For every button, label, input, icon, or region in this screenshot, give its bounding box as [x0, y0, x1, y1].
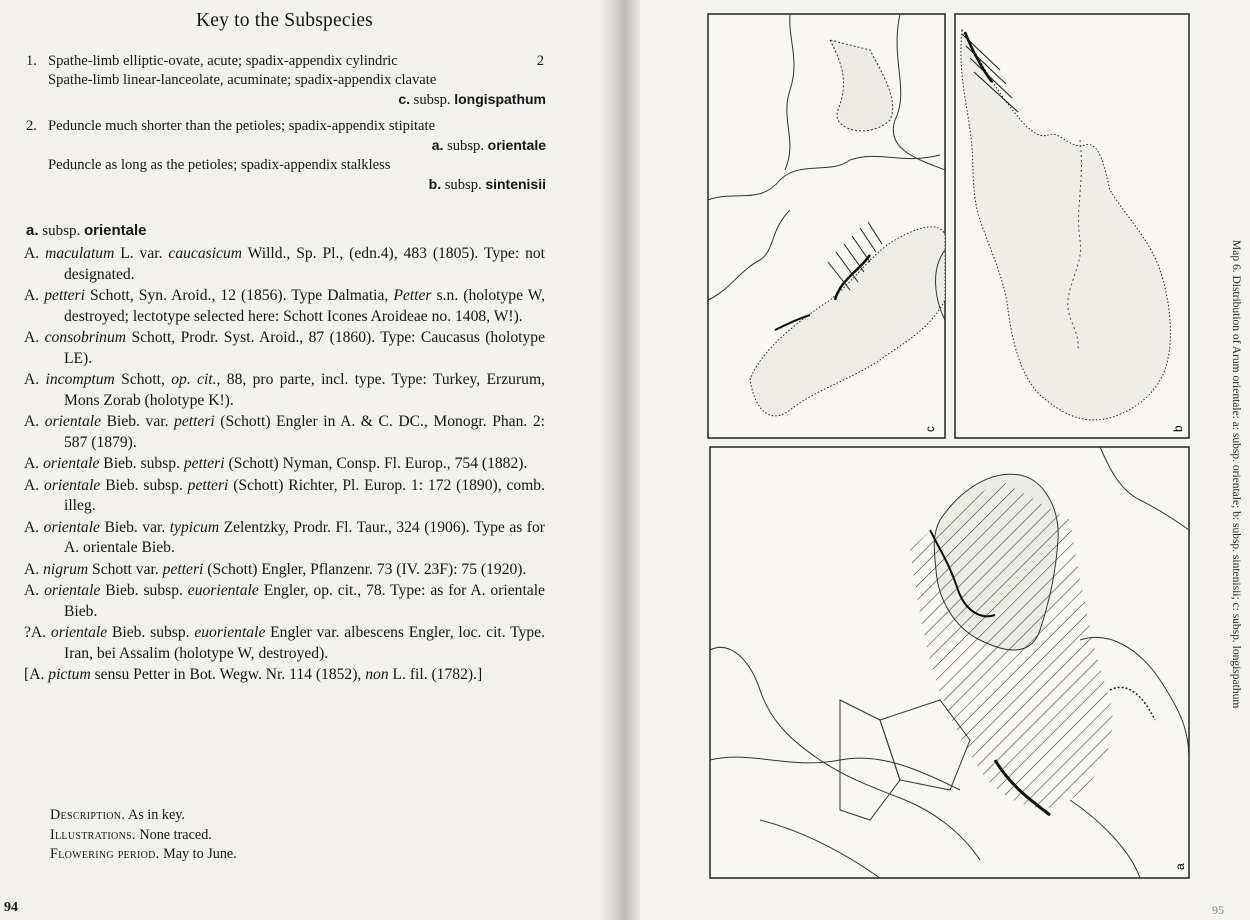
description-line: Description. As in key. [50, 807, 185, 823]
page-number-left: 94 [4, 900, 18, 915]
taxon-sintenisii: sintenisii [485, 176, 546, 192]
taxon-longispathum: longispathum [454, 91, 546, 107]
map-caption: Map 6. Distribution of Arum orientale: a: subsp. orientale; b: subsp. sintenisii; c: subsp. longispathum [1230, 240, 1242, 709]
map-a-label: a [1173, 863, 1187, 870]
key-couplet-2a: 2. Peduncle much shorter than the petioles; spadix-appendix stipitate a. subsp. orientale [26, 118, 546, 154]
map-c-label: c [923, 426, 937, 432]
flowering-line: Flowering period. May to June. [50, 846, 237, 862]
page-title: Key to the Subspecies [196, 10, 373, 31]
distribution-maps [640, 0, 1250, 920]
map-b [955, 14, 1189, 438]
map-a [710, 447, 1189, 878]
key-couplet-1b: Spathe-limb linear-lanceolate, acuminate; spadix-appendix clavate c. subsp. longispathum [48, 72, 546, 108]
synonym-entry: [A. pictum sensu Petter in Bot. Wegw. Nr. 114 (1852), non L. fil. (1782).] [24, 666, 483, 683]
synonym-entry: A. incomptum Schott, op. cit., 88, pro parte, incl. type. Type: Turkey, Erzurum, Mons Zorab (holotype K!). [24, 371, 545, 409]
synonym-entry: A. nigrum Schott var. petteri (Schott) Engler, Pflanzenr. 73 (IV. 23F): 75 (1920). [24, 560, 527, 578]
synonym-entry: A. maculatum L. var. caucasicum Willd., Sp. Pl., (edn.4), 483 (1805). Type: not designated. [24, 245, 545, 283]
synonymy-list [24, 244, 545, 687]
map-c [708, 14, 945, 438]
map-b-label: b [1171, 425, 1185, 432]
synonym-entry: ?A. orientale Bieb. subsp. euorientale Engler var. albescens Engler, loc. cit. Type. Iran, bei Assalim (holotype W, destroyed). [24, 624, 545, 662]
synonym-entry: A. consobrinum Schott, Prodr. Syst. Aroid., 87 (1860). Type: Caucasus (holotype LE). [24, 329, 545, 367]
book-gutter [600, 0, 645, 920]
key-couplet-1a: 1. Spathe-limb elliptic-ovate, acute; spadix-appendix cylindric 2 [26, 53, 544, 69]
synonym-entry: A. orientale Bieb. var. petteri (Schott) Engler in A. & C. DC., Monogr. Phan. 2: 587 (1879). [24, 413, 545, 451]
page-number-right: 95 [1212, 903, 1224, 917]
species-notes [50, 806, 237, 865]
synonym-entry: A. petteri Schott, Syn. Aroid., 12 (1856). Type Dalmatia, Petter s.n. (holotype W, destroyed; lectotype selected here: Schott Icones Aroideae no. 1408, W!). [24, 287, 545, 325]
synonym-entry: A. orientale Bieb. subsp. euorientale Engler, op. cit., 78. Type: as for A. orientale Bieb. [24, 582, 545, 620]
illustrations-line: Illustrations. None traced. [50, 826, 212, 843]
key-couplet-2b: Peduncle as long as the petioles; spadix-appendix stalkless b. subsp. sintenisii [48, 157, 546, 193]
taxon-orientale: orientale [487, 137, 546, 153]
synonym-entry: A. orientale Bieb. subsp. petteri (Schott) Nyman, Consp. Fl. Europ., 754 (1882). [24, 455, 528, 472]
synonym-entry: A. orientale Bieb. var. typicum Zelentzky, Prodr. Fl. Taur., 324 (1906). Type as for A. orientale Bieb. [24, 518, 545, 556]
synonym-entry: A. orientale Bieb. subsp. petteri (Schott) Richter, Pl. Europ. 1: 172 (1890), comb. illeg. [24, 476, 545, 514]
subspecies-heading: a. subsp. orientale [26, 222, 147, 239]
identification-key [26, 52, 546, 195]
key-reference: 2 [536, 53, 544, 69]
